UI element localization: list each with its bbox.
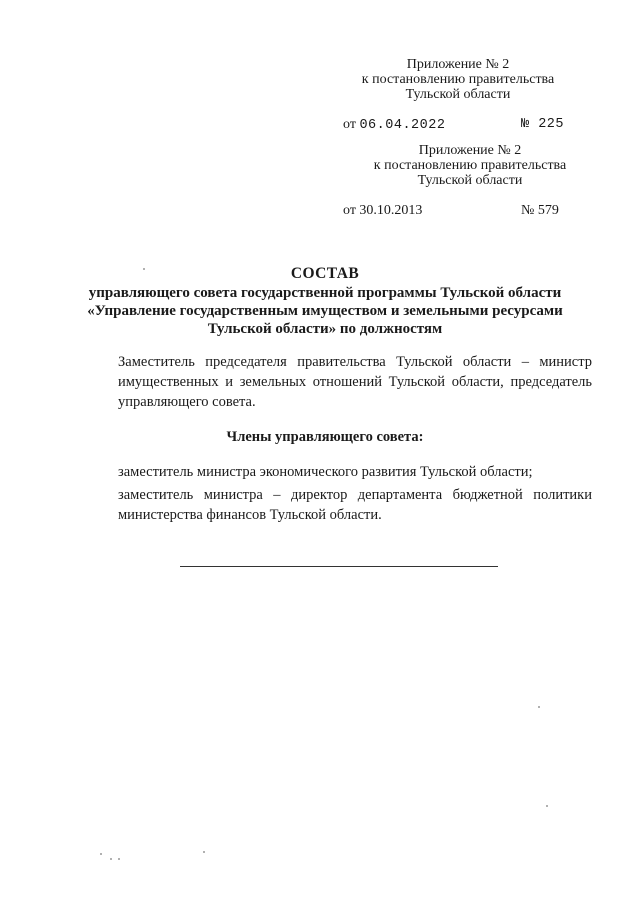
appendix-header-original xyxy=(352,143,588,188)
list-item: заместитель министра – директор департамента бюджетной политики министерства финансов Тульской области. xyxy=(118,487,592,523)
appendix-region-line: Тульской области xyxy=(405,87,511,102)
scan-speck xyxy=(143,268,145,270)
list-item: заместитель министра экономического развития Тульской области; xyxy=(118,464,533,480)
subtitle-line: «Управление государственным имуществом и земельными ресурсами xyxy=(87,303,563,319)
appendix-region-line: Тульской области xyxy=(417,173,523,188)
document-subtitle xyxy=(60,284,590,338)
date-prefix: от xyxy=(343,117,356,132)
scan-speck xyxy=(110,858,112,860)
scan-speck xyxy=(100,853,102,855)
appendix-title: Приложение № 2 xyxy=(418,143,522,158)
scan-speck xyxy=(546,805,548,807)
members-heading: Члены управляющего совета: xyxy=(226,429,424,445)
appendix-header-current xyxy=(340,57,576,102)
resolution-number: № 579 xyxy=(521,203,559,218)
appendix-resolution-line: к постановлению правительства xyxy=(361,72,555,87)
subtitle-line: управляющего совета государственной программы Тульской области xyxy=(88,285,562,301)
chair-paragraph: Заместитель председателя правительства Тульской области – министр имущественных и земельных отношений Тульской области, председатель управляющего совета. xyxy=(118,354,592,410)
closing-divider xyxy=(180,566,498,567)
resolution-date-original xyxy=(343,203,559,219)
subtitle-line: Тульской области» по должностям xyxy=(207,321,443,337)
scan-speck xyxy=(118,858,120,860)
appendix-title: Приложение № 2 xyxy=(406,57,510,72)
member-list xyxy=(118,462,592,528)
document-title: СОСТАВ xyxy=(290,265,360,282)
resolution-date-current xyxy=(343,117,565,134)
date-stamp: 06.04.2022 xyxy=(359,118,446,133)
appendix-resolution-line: к постановлению правительства xyxy=(373,158,567,173)
resolution-number: № 225 xyxy=(521,117,565,132)
scan-speck xyxy=(203,851,205,853)
date-text: от 30.10.2013 xyxy=(343,203,423,218)
scan-speck xyxy=(538,706,540,708)
